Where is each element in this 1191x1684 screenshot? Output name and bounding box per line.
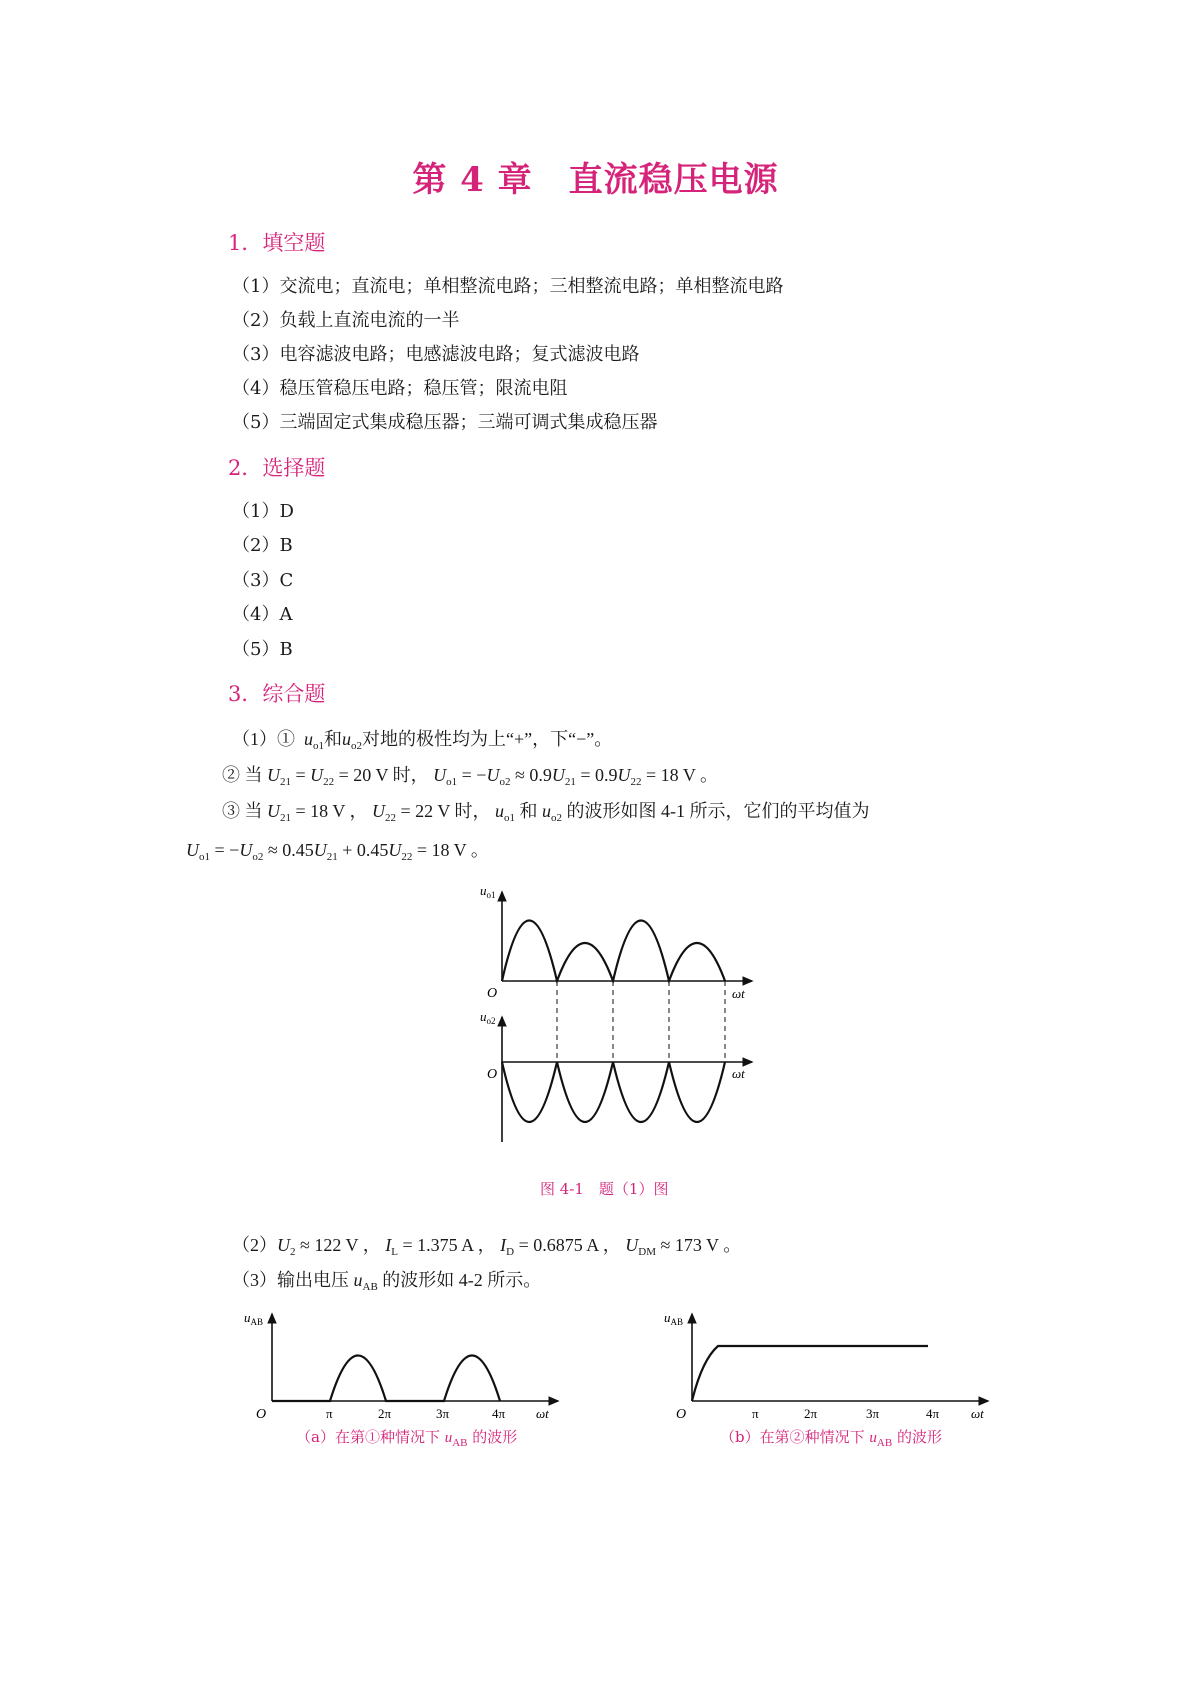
uo1-axis-label: $u_{o1}$ (480, 883, 496, 900)
chapter-name: 直流稳压电源 (568, 160, 779, 200)
origin-label-b: O (676, 1407, 687, 1420)
tick-pi-b: π (752, 1406, 759, 1420)
origin-label-1: O (487, 986, 498, 1001)
figure-4-2b-caption: （b）在第②种情况下 $u_{AB}$ 的波形 (720, 1428, 942, 1449)
tick-pi-a: π (326, 1406, 333, 1420)
uab-b-waveform (692, 1346, 928, 1401)
figure-4-1-caption: 图 4-1 题（1）图 (540, 1180, 669, 1198)
q1-line-1: （1）① $u_{o1}$和$u_{o2}$对地的极性均为上“+”，下“−”。 (232, 729, 613, 752)
section-heading-fill: 1．填空题 (228, 231, 326, 255)
uo2-axis-label: $u_{o2}$ (480, 1009, 496, 1026)
section-heading-comprehensive: 3．综合题 (228, 682, 326, 706)
chapter-number: 第 4 章 (412, 160, 533, 200)
q3-line: （3）输出电压 $u_{AB}$ 的波形如 4-2 所示。 (232, 1270, 542, 1293)
choice-answer-2: （2）B (232, 535, 293, 556)
uo1-waveform (502, 921, 725, 982)
q1-line-2: ② 当 $U_{21} = U_{22} = 20$ V 时， $U_{o1} = -U_{o2} \approx 0.9U_{21} = 0.9U_{22} = 18$ V 。 (222, 765, 719, 788)
origin-label-2: O (487, 1067, 498, 1082)
tick-2pi-a: 2π (378, 1406, 392, 1420)
fill-answer-5: （5）三端固定式集成稳压器；三端可调式集成稳压器 (232, 412, 658, 433)
figure-4-1 (470, 880, 770, 1170)
choice-answer-5: （5）B (232, 639, 293, 660)
section-heading-choice: 2．选择题 (228, 456, 326, 480)
q2-line: $(2)U_2 \approx 122$ V ， $I_L = 1.375$ A ， $I_D = 0.6875$ A ， $U_{DM} \approx 173$ V 。 (232, 1235, 742, 1258)
tick-3pi-a: 3π (436, 1406, 450, 1420)
choice-answer-4: （4）A (232, 604, 293, 625)
fill-answer-3: （3）电容滤波电路；电感滤波电路；复式滤波电路 (232, 344, 640, 365)
uo2-waveform-lower (502, 1062, 725, 1122)
choice-answer-1: （1）D (232, 501, 294, 522)
fill-answer-2: （2）负载上直流电流的一半 (232, 310, 460, 331)
uab-b-axis-label: $u_{AB}$ (664, 1310, 684, 1327)
choice-answer-3: （3）C (232, 570, 294, 591)
wt-label-b: ωt (971, 1406, 984, 1420)
tick-4pi-b: 4π (926, 1406, 940, 1420)
figure-4-2a (236, 1300, 566, 1420)
wt-label-2: ωt (732, 1066, 745, 1081)
q1-line-4: $U_{o1} = -U_{o2} \approx 0.45U_{21} + 0.45U_{22} = 18$ V 。 (186, 840, 489, 863)
figure-4-2b (656, 1300, 996, 1420)
uab-a-waveform (272, 1356, 500, 1402)
origin-label-a: O (256, 1407, 267, 1420)
wt-label-1: ωt (732, 986, 745, 1001)
tick-4pi-a: 4π (492, 1406, 506, 1420)
figure-4-2a-caption: （a）在第①种情况下 $u_{AB}$ 的波形 (296, 1428, 518, 1449)
q1-line-3: ③ 当 $U_{21} = 18$ V ， $U_{22} = 22$ V 时， $u_{o1}$ 和 $u_{o2}$ 的波形如图 4-1 所示，它们的平均值为 (222, 801, 870, 824)
wt-label-a: ωt (536, 1406, 549, 1420)
fill-answer-1: （1）交流电；直流电；单相整流电路；三相整流电路；单相整流电路 (232, 276, 784, 297)
tick-3pi-b: 3π (866, 1406, 880, 1420)
fill-answer-4: （4）稳压管稳压电路；稳压管；限流电阻 (232, 378, 568, 399)
chapter-title (0, 152, 1191, 201)
tick-2pi-b: 2π (804, 1406, 818, 1420)
uab-a-axis-label: $u_{AB}$ (244, 1310, 264, 1327)
